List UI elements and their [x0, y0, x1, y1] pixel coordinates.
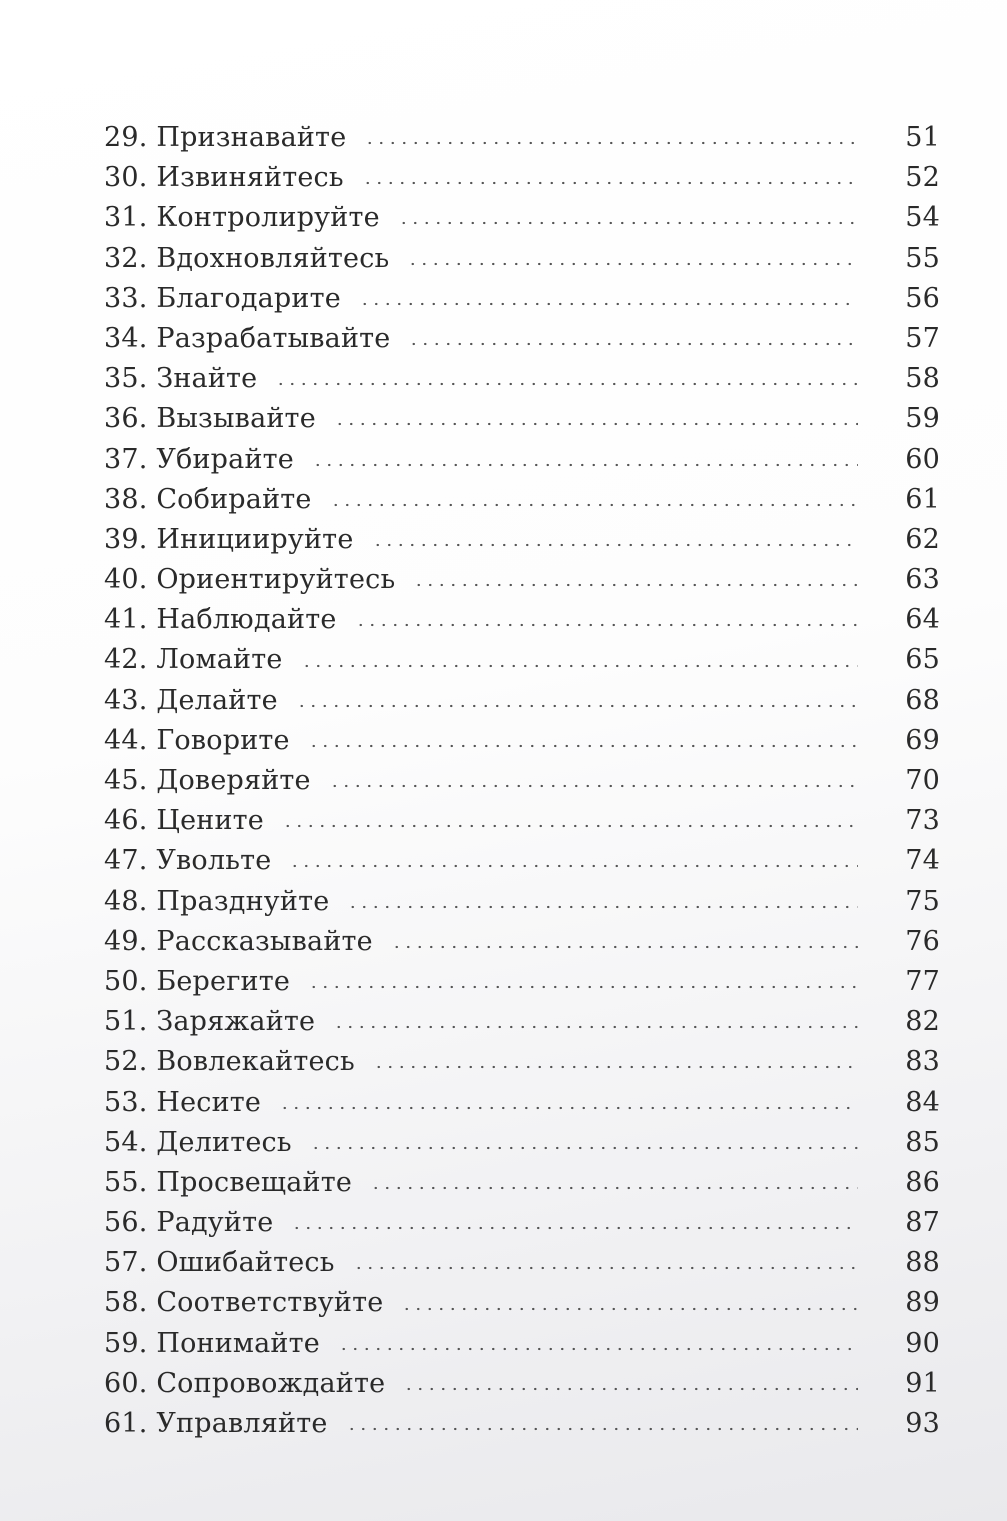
- toc-entry: [104, 1324, 940, 1364]
- toc-entry-page-number: 87: [905, 1207, 940, 1239]
- dot-leader: [407, 262, 858, 266]
- toc-entry-page-number: 61: [905, 483, 940, 515]
- toc-entry-title: 35. Знайте: [104, 363, 258, 395]
- toc-entry: [104, 440, 940, 480]
- table-of-contents: [104, 118, 940, 1444]
- toc-entry-title: 44. Говорите: [104, 724, 290, 756]
- toc-entry-page-number: 89: [905, 1287, 940, 1319]
- toc-entry-page-number: 82: [905, 1006, 940, 1038]
- dot-leader: [408, 342, 858, 346]
- toc-entry-title: 57. Ошибайтесь: [104, 1247, 335, 1279]
- dot-leader: [372, 543, 859, 547]
- toc-entry-page-number: 70: [905, 765, 940, 796]
- toc-entry-title: 56. Радуйте: [104, 1207, 274, 1239]
- toc-entry: [104, 882, 940, 922]
- dot-leader: [291, 1226, 858, 1230]
- toc-entry-title: 53. Несите: [104, 1086, 262, 1118]
- toc-entry-title: 43. Делайте: [104, 684, 278, 716]
- dot-leader: [347, 905, 858, 909]
- dot-leader: [301, 664, 858, 668]
- toc-entry-page-number: 65: [905, 644, 940, 676]
- toc-entry: [104, 198, 940, 238]
- toc-entry-title: 36. Вызывайте: [104, 403, 316, 435]
- toc-entry-page-number: 52: [905, 162, 940, 194]
- dot-leader: [338, 1347, 858, 1351]
- toc-entry-title: 51. Заряжайте: [104, 1006, 316, 1038]
- toc-entry-title: 34. Разрабатывайте: [104, 322, 391, 354]
- toc-entry-title: 45. Доверяйте: [104, 765, 311, 796]
- dot-leader: [296, 704, 858, 708]
- dot-leader: [359, 302, 858, 306]
- toc-entry-page-number: 75: [905, 885, 940, 917]
- toc-entry-page-number: 84: [905, 1086, 940, 1118]
- toc-entry: [104, 560, 940, 600]
- toc-entry: [104, 480, 940, 520]
- dot-leader: [346, 1427, 858, 1431]
- dot-leader: [391, 945, 858, 949]
- dot-leader: [364, 141, 858, 145]
- toc-entry-title: 39. Инициируйте: [104, 523, 354, 555]
- toc-entry-page-number: 60: [905, 443, 940, 475]
- toc-entry: [104, 399, 940, 439]
- toc-entry: [104, 1283, 940, 1323]
- toc-entry-title: 55. Просвещайте: [104, 1166, 353, 1198]
- toc-entry-title: 59. Понимайте: [104, 1327, 320, 1359]
- dot-leader: [289, 864, 858, 868]
- toc-entry-title: 33. Благодарите: [104, 282, 341, 314]
- toc-entry: [104, 158, 940, 198]
- toc-entry-title: 61. Управляйте: [104, 1408, 328, 1439]
- toc-entry-title: 42. Ломайте: [104, 644, 283, 676]
- dot-leader: [362, 181, 858, 185]
- toc-entry-page-number: 73: [905, 805, 940, 837]
- toc-entry-page-number: 91: [905, 1367, 940, 1399]
- toc-entry-title: 49. Рассказывайте: [104, 925, 373, 957]
- toc-entry: [104, 1083, 940, 1123]
- toc-entry-page-number: 76: [905, 925, 940, 957]
- toc-entry: [104, 359, 940, 399]
- toc-entry-page-number: 74: [905, 845, 940, 877]
- toc-entry-page-number: 77: [905, 965, 940, 997]
- toc-entry-title: 41. Наблюдайте: [104, 604, 337, 636]
- toc-entry-title: 29. Признавайте: [104, 122, 347, 153]
- toc-entry-title: 37. Убирайте: [104, 443, 294, 475]
- toc-entry-title: 58. Соответствуйте: [104, 1287, 384, 1319]
- dot-leader: [398, 221, 858, 225]
- toc-entry-page-number: 93: [905, 1408, 940, 1439]
- toc-entry-page-number: 83: [905, 1046, 940, 1078]
- toc-entry: [104, 841, 940, 881]
- toc-entry-page-number: 85: [905, 1126, 940, 1158]
- toc-entry-title: 31. Контролируйте: [104, 202, 380, 234]
- toc-entry-page-number: 64: [905, 604, 940, 636]
- dot-leader: [333, 1025, 858, 1029]
- toc-entry: [104, 640, 940, 680]
- toc-entry-page-number: 55: [905, 242, 940, 274]
- toc-entry-page-number: 51: [905, 122, 940, 153]
- toc-entry-page-number: 56: [905, 282, 940, 314]
- toc-entry-title: 46. Цените: [104, 805, 264, 837]
- toc-entry-page-number: 90: [905, 1327, 940, 1359]
- toc-entry: [104, 1404, 940, 1444]
- dot-leader: [329, 784, 858, 788]
- dot-leader: [308, 744, 858, 748]
- dot-leader: [370, 1186, 858, 1190]
- toc-entry-page-number: 58: [905, 363, 940, 395]
- toc-entry: [104, 761, 940, 801]
- dot-leader: [334, 422, 858, 426]
- toc-entry-page-number: 62: [905, 523, 940, 555]
- dot-leader: [282, 824, 858, 828]
- dot-leader: [279, 1106, 858, 1110]
- dot-leader: [312, 463, 858, 467]
- toc-entry-title: 40. Ориентируйтесь: [104, 564, 396, 596]
- toc-entry-page-number: 88: [905, 1247, 940, 1279]
- toc-entry: [104, 600, 940, 640]
- toc-entry: [104, 279, 940, 319]
- toc-entry-title: 47. Увольте: [104, 845, 272, 877]
- toc-entry-title: 50. Берегите: [104, 965, 291, 997]
- toc-entry-title: 54. Делитесь: [104, 1126, 292, 1158]
- toc-entry: [104, 1163, 940, 1203]
- toc-entry-page-number: 63: [905, 564, 940, 596]
- toc-entry: [104, 319, 940, 359]
- toc-entry-title: 32. Вдохновляйтесь: [104, 242, 390, 274]
- dot-leader: [308, 985, 858, 989]
- dot-leader: [275, 382, 858, 386]
- toc-entry-title: 30. Извиняйтесь: [104, 162, 344, 194]
- toc-entry: [104, 239, 940, 279]
- toc-entry-page-number: 54: [905, 202, 940, 234]
- dot-leader: [355, 623, 858, 627]
- toc-entry: [104, 1002, 940, 1042]
- toc-entry-title: 48. Празднуйте: [104, 885, 330, 917]
- toc-entry: [104, 801, 940, 841]
- dot-leader: [401, 1307, 858, 1311]
- toc-entry-page-number: 68: [905, 684, 940, 716]
- toc-entry: [104, 520, 940, 560]
- dot-leader: [373, 1065, 858, 1069]
- toc-entry-page-number: 57: [905, 322, 940, 354]
- dot-leader: [403, 1387, 858, 1391]
- toc-entry: [104, 922, 940, 962]
- toc-entry: [104, 1123, 940, 1163]
- dot-leader: [310, 1146, 858, 1150]
- toc-entry-title: 60. Сопровождайте: [104, 1367, 386, 1399]
- toc-entry: [104, 721, 940, 761]
- toc-entry: [104, 1042, 940, 1082]
- toc-entry-page-number: 59: [905, 403, 940, 435]
- toc-entry: [104, 681, 940, 721]
- toc-entry: [104, 1364, 940, 1404]
- dot-leader: [413, 583, 858, 587]
- toc-entry-title: 38. Собирайте: [104, 483, 312, 515]
- toc-entry: [104, 1203, 940, 1243]
- toc-entry-page-number: 86: [905, 1166, 940, 1198]
- dot-leader: [330, 503, 858, 507]
- toc-entry-title: 52. Вовлекайтесь: [104, 1046, 355, 1078]
- toc-entry: [104, 962, 940, 1002]
- dot-leader: [353, 1266, 858, 1270]
- toc-entry: [104, 1243, 940, 1283]
- toc-entry-page-number: 69: [905, 724, 940, 756]
- toc-entry: [104, 118, 940, 158]
